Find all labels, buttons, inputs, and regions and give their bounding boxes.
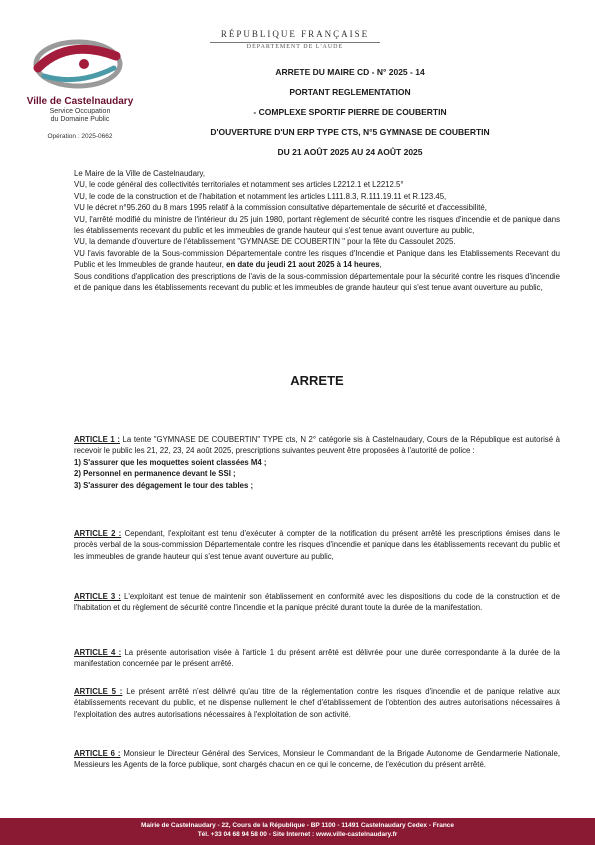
preamble <box>74 168 560 293</box>
vu-avis-text: VU l'avis favorable de la Sous-commission Départementale contre les risques d'Incendie et Panique dans les Etablissements Recevant du Public et les Immeubles de grande hauteur, <box>74 248 560 270</box>
service-name <box>16 108 144 124</box>
title-line-1: ARRETE DU MAIRE CD - N° 2025 - 14 <box>275 67 425 77</box>
footer-address: Mairie de Castelnaudary - 22, Cours de la République - BP 1100 - 11491 Castelnaudary Cedex - France <box>140 822 455 829</box>
article-label: ARTICLE 1 : <box>74 435 120 444</box>
article-label: ARTICLE 3 : <box>74 592 121 601</box>
footer-contact: Tél. +33 04 68 94 58 00 - Site Internet : www.ville-castelnaudary.fr <box>197 831 398 838</box>
article-6 <box>74 748 560 771</box>
republique-heading: RÉPUBLIQUE FRANÇAISE <box>220 29 370 39</box>
arrete-heading: ARRETE <box>290 373 344 388</box>
article-text: Le présent arrêté n'est délivré qu'au titre de la réglementation contre les risques d'incendie et de panique relative aux établissements recevant du public, et ne dispense nullement le chef d'établissement de l'obtention des autres autorisations nécessaires à l'exploitation des autres autorisations nécessaires à l'exploitation de son activité. <box>74 687 560 719</box>
article-3 <box>74 591 560 614</box>
prescription-item: 3) S'assurer des dégagement le tour des tables ; <box>74 480 254 490</box>
article-label: ARTICLE 5 : <box>74 687 123 696</box>
operation-number: Opération : 2025-0662 <box>47 133 113 140</box>
conditions-clause: Sous conditions d'application des prescriptions de l'avis de la sous-commission départementale pour la sécurité contre les risques d'incendie et de panique dans les établissements recevant du public et les immeubles de grande hauteur qui s'est tenue avant ouverture au public, <box>74 271 560 293</box>
article-label: ARTICLE 2 : <box>74 529 122 538</box>
article-label: ARTICLE 4 : <box>74 648 122 657</box>
title-line-3: - COMPLEXE SPORTIF PIERRE DE COUBERTIN <box>253 107 447 117</box>
vu-clause-avis <box>74 248 560 271</box>
vu-avis-end: , <box>379 260 382 270</box>
city-logo <box>28 34 123 94</box>
article-text: Cependant, l'exploitant est tenu d'exécuter à compter de la notification du présent arrêté les prescriptions émises dans le procès verbal de la sous-commission Départementale contre les risques d'incendie et panique dans les établissements recevant du public et les immeubles de grande hauteur qui s'est tenue avant ouverture au public, <box>74 529 560 561</box>
article-text: La présente autorisation visée à l'article 1 du présent arrêté est délivrée pour une durée correspondante à la durée de la manifestation concernée par le présent arrêté. <box>74 648 560 669</box>
article-text: Monsieur le Directeur Général des Services, Monsieur le Commandant de la Brigade Autonome de Gendarmerie Nationale, Messieurs les Agents de la force publique, sont chargés chacun en ce qui le concerne, de l'exécution du présent arrêté. <box>74 749 560 770</box>
city-name: Ville de Castelnaudary <box>26 96 134 107</box>
vu-clause: VU, l'arrêté modifié du ministre de l'intérieur du 25 juin 1980, portant règlement de sécurité contre les risques d'incendie et de panique dans les établissements recevant du public et les immeubles de grande hauteur qui s'est tenue avant ouverture au public, <box>74 214 560 236</box>
vu-avis-date: en date du jeudi 21 aout 2025 à 14 heures <box>223 260 380 270</box>
vu-clause: VU, le code général des collectivités territoriales et notamment ses articles L2212.1 et L2212.5° <box>74 180 404 190</box>
vu-clause: VU le décret n°95.260 du 8 mars 1995 relatif à la commission consultative départementale de sécurité et d'accessibilité, <box>74 203 487 213</box>
vu-clause: VU, le code de la construction et de l'habitation et notamment les articles L111.8.3, R.111.19.11 et R.123.45, <box>74 191 447 201</box>
preamble-intro: Le Maire de la Ville de Castelnaudary, <box>74 169 206 178</box>
departement-heading: DÉPARTEMENT DE L'AUDE <box>210 42 380 50</box>
prescription-item: 1) S'assurer que les moquettes soient classées M4 ; <box>74 457 267 467</box>
article-text: La tente "GYMNASE DE COUBERTIN" TYPE cts, N 2° catégorie sis à Castelnaudary, Cours de la République est autorisé à recevoir le public les 21, 22, 23, 24 août 2025, prescriptions suivantes peuvent être proposées à l'autorité de police : <box>74 435 560 456</box>
article-1 <box>74 434 560 491</box>
title-line-4: D'OUVERTURE D'UN ERP TYPE CTS, N°5 GYMNASE DE COUBERTIN <box>210 127 490 137</box>
title-line-5: DU 21 AOÛT 2025 AU 24 AOÛT 2025 <box>277 147 423 157</box>
title-line-2: PORTANT REGLEMENTATION <box>289 87 411 97</box>
article-5 <box>74 686 560 720</box>
prescription-item: 2) Personnel en permanence devant le SSI ; <box>74 469 236 479</box>
article-2 <box>74 528 560 562</box>
vu-clause: VU, la demande d'ouverture de l'établissement "GYMNASE DE COUBERTIN " pour la fête du Cassoulet 2025. <box>74 237 456 247</box>
decree-titles <box>180 62 520 162</box>
footer-bar <box>0 818 595 845</box>
service-line-2: du Domaine Public <box>50 116 110 123</box>
article-4 <box>74 647 560 670</box>
article-text: L'exploitant est tenue de maintenir son établissement en conformité avec les dispositions du code de la construction et de l'habitation et du règlement de sécurité contre l'incendie et la panique précité durant toute la durée de la manifestation. <box>74 592 560 613</box>
article-label: ARTICLE 6 : <box>74 749 121 758</box>
service-line-1: Service Occupation <box>49 108 111 115</box>
